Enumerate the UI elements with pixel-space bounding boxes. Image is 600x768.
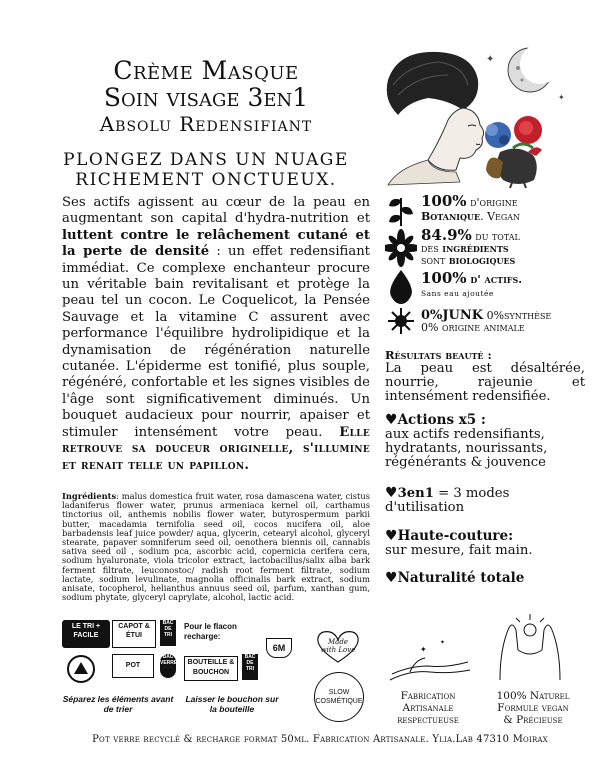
flowers-icon bbox=[485, 116, 542, 148]
product-title-line2: Soin visage 3en1 bbox=[103, 83, 309, 112]
stat-organic-unit: du total bbox=[471, 230, 520, 243]
drop-icon bbox=[385, 266, 417, 306]
capot-etui-label: CAPOT & ÉTUI bbox=[112, 620, 156, 648]
couture-section bbox=[385, 528, 585, 558]
stat-organic-des: des bbox=[421, 242, 439, 255]
stat-organic-value: 84.9% bbox=[421, 226, 472, 244]
naturalite-heading: Naturalité totale bbox=[397, 570, 525, 586]
stat-botanical bbox=[385, 190, 585, 228]
fabrication-sub: respectueuse bbox=[397, 714, 459, 726]
svg-text:✦: ✦ bbox=[558, 93, 565, 102]
stat-botanical-value: 100% bbox=[421, 192, 467, 210]
stat-botanical-unit: d'origine bbox=[466, 196, 518, 209]
heart-icon: ♥ bbox=[385, 485, 398, 501]
fabrication-badge bbox=[378, 690, 478, 726]
footer-line: Pot verre recyclé & recharge format 50ml. Fabrication Artisanale. Ylia.Lab 47310 Moirax bbox=[92, 734, 548, 745]
description-paragraph bbox=[62, 195, 370, 474]
stat-junk-value: 0%JUNK bbox=[421, 308, 484, 323]
leaf-icon bbox=[385, 190, 417, 228]
made-with-love-badge bbox=[312, 628, 364, 664]
product-title-line1: Crème Masque bbox=[113, 56, 299, 85]
actions-section bbox=[385, 412, 585, 470]
bac-tri-icon: BAC DE TRI bbox=[160, 620, 176, 646]
stat-junk-synthese: 0%synthèse bbox=[483, 309, 552, 322]
stat-botanical-label: Botanique bbox=[421, 210, 481, 223]
stat-actives bbox=[385, 266, 585, 306]
flower-icon bbox=[385, 228, 417, 268]
stat-actives-value: 100% bbox=[421, 269, 467, 287]
hands-illustration bbox=[380, 600, 580, 690]
vintage-woman-illustration bbox=[368, 40, 568, 190]
crescent-moon-icon bbox=[508, 44, 560, 92]
tagline: PLONGEZ DANS UN NUAGE RICHEMENT ONCTUEUX. bbox=[63, 150, 349, 190]
stat-organic-sont: sont bbox=[421, 254, 446, 267]
fabrication-title: Fabrication Artisanale bbox=[400, 690, 456, 714]
svg-text:✦: ✦ bbox=[420, 645, 427, 654]
naturel-title: 100% Naturel bbox=[496, 690, 570, 702]
triman-icon bbox=[66, 654, 96, 684]
naturalite-section bbox=[385, 570, 585, 586]
modes-heading: 3en1 bbox=[397, 486, 434, 501]
six-months-icon: 6M bbox=[266, 638, 292, 658]
caption-separate: Séparez les éléments avant de trier bbox=[62, 694, 174, 714]
description-highlight: luttent contre le relâchement cutané et la perte de densité bbox=[62, 227, 370, 260]
ingredients-list bbox=[62, 492, 370, 602]
heart-icon: ♥ bbox=[385, 412, 398, 428]
slow-cosmetique-badge: SLOW COSMÉTIQUE bbox=[314, 672, 364, 722]
recycling-panel bbox=[62, 620, 312, 720]
sun-leaf-icon bbox=[385, 304, 417, 338]
stat-actives-water: Sans eau ajoutée bbox=[421, 289, 494, 298]
modes-text: = 3 modes d'utilisation bbox=[385, 486, 510, 515]
bouteille-label: BOUTEILLE & BOUCHON bbox=[184, 656, 238, 681]
description-text-1: Ses actifs agissent au cœur de la peau en augmentant son capital d'hydra-nutrition et bbox=[62, 195, 370, 227]
product-title-line3: Absolu Redensifiant bbox=[99, 112, 313, 136]
naturel-badge bbox=[478, 690, 588, 726]
ingredients-label: Ingrédients bbox=[62, 491, 117, 501]
stat-junk-animal: 0% origine animale bbox=[421, 321, 525, 334]
svg-text:✦: ✦ bbox=[486, 54, 495, 65]
bac-verre-icon: BAC VERRE bbox=[160, 654, 176, 678]
pot-label: POT bbox=[112, 654, 154, 678]
stat-junk bbox=[385, 304, 585, 338]
actions-text: aux actifs redensifiants, hydratants, nourissants, régénérants & jouvence bbox=[385, 427, 548, 470]
actions-heading: Actions x5 : bbox=[397, 412, 486, 428]
stat-botanical-vegan: . Vegan bbox=[480, 210, 521, 223]
heart-icon: ♥ bbox=[385, 528, 398, 544]
stat-organic bbox=[385, 228, 585, 268]
couture-heading: Haute-couture: bbox=[397, 528, 514, 544]
svg-text:✦: ✦ bbox=[440, 639, 446, 646]
naturel-sub2: & Précieuse bbox=[503, 714, 563, 726]
description-text-2: : un effet redensifiant immédiat. Ce complexe enchanteur procure un véritable bain revitalisant et protège la peau tel un cocon. Le Coquelicot, la Pensée Sauvage et la vitamine C assurent avec performance l'équilibre hydrolipidique et la dynamisation de régénération naturelle cutanée. L'épiderme est tonifié, plus souple, régénéré, confortable et les signes visibles de l'âge sont significativement diminués. Un bouquet audacieux pour nourrir, apaiser et stimuler intensément votre peau. bbox=[62, 244, 370, 440]
stat-actives-unit: d' actifs. bbox=[466, 273, 523, 286]
naturel-sub1: Formule vegan bbox=[497, 702, 569, 714]
recharge-title: Pour le flacon recharge: bbox=[184, 622, 237, 641]
caption-keep-cap: Laisser le bouchon sur la bouteille bbox=[185, 694, 279, 714]
heart-icon: ♥ bbox=[385, 570, 398, 586]
stat-organic-bio: biologiques bbox=[448, 254, 516, 267]
modes-section bbox=[385, 486, 585, 515]
results-text: La peau est désaltérée, nourrie, rajeunie et intensément redensifiée. bbox=[385, 361, 585, 404]
description-closing: Elle retrouve sa douceur originelle, s'illumine et renait telle un papillon. bbox=[62, 424, 370, 473]
bac-tri-icon-2: BAC DE TRI bbox=[242, 654, 258, 680]
rooster-icon bbox=[486, 147, 542, 188]
stat-organic-ingredients: ingrédients bbox=[442, 242, 509, 255]
ingredients-text: : malus domestica fruit water, rosa damascena water, cistus ladaniferus flower water, prunus armeniaca kernel oil, carthamus tinctorius oil, anthemis nobilis flower water, butyrospermum parkii butter, macadamia ternifolia seed oil, cocos nucifera oil, aloe barbadensis leaf juice powder/ aqua, glycerin, cetearyl alcohol, glyceryl stearate, papaver somniferum seed oil, oenothera biennis oil, cannabis sativa seed oil , sodium pca, ascorbic acid, copernicia cerifera cera, sodium hyaluronate, viola tricolor extract, lactobacillus/salix alba bark ferment filtrate, leuconostoc/ radish root ferment filtrate, sodium lactate, sodium levulinate, magnolia officinalis bark extract, sodium anisate, tocopherol, helianthus annuus seed oil, parfum, xanthan gum, sodium phytate, glyceryl caprylate, alcohol, lactic acid. bbox=[62, 491, 370, 603]
couture-text: sur mesure, fait main. bbox=[385, 543, 533, 558]
tri-facile-badge: LE TRI + FACILE bbox=[62, 620, 110, 648]
results-heading: Résultats beauté : bbox=[385, 348, 492, 362]
results-section bbox=[385, 348, 585, 404]
made-with-love-text: Made with Love bbox=[320, 638, 356, 654]
